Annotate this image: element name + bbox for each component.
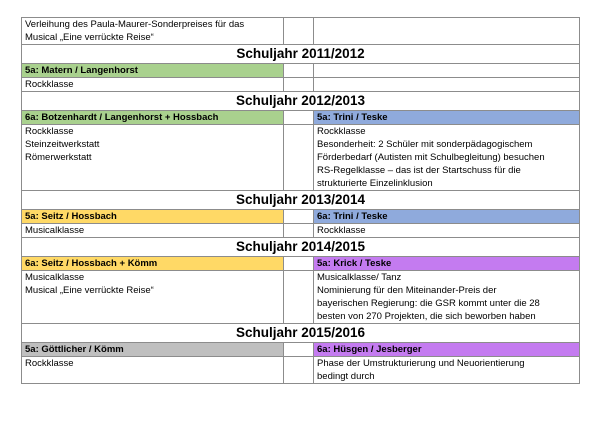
detail-line: Rockklasse bbox=[317, 126, 366, 137]
gap-cell bbox=[284, 111, 314, 125]
detail-line: Phase der Umstrukturierung und Neuorientierung bbox=[317, 358, 525, 369]
class-header-left: 5a: Göttlicher / Kömm bbox=[22, 343, 284, 357]
class-detail-left bbox=[22, 78, 284, 92]
detail-line: besten von 270 Projekten, die sich beworben haben bbox=[317, 311, 536, 322]
class-header-row bbox=[22, 210, 580, 224]
class-header-row bbox=[22, 111, 580, 125]
class-detail-row bbox=[22, 271, 580, 324]
school-history-table bbox=[21, 17, 580, 384]
class-detail-left bbox=[22, 357, 284, 384]
class-header-row bbox=[22, 257, 580, 271]
detail-line: Musical „Eine verrückte Reise“ bbox=[25, 285, 154, 296]
year-title: Schuljahr 2014/2015 bbox=[22, 238, 580, 257]
detail-line: Rockklasse bbox=[25, 358, 74, 369]
class-detail-left bbox=[22, 224, 284, 238]
class-detail-row bbox=[22, 224, 580, 238]
year-row bbox=[22, 92, 580, 111]
empty-cell bbox=[314, 18, 580, 45]
detail-line: RS-Regelklasse – das ist der Startschuss für die bbox=[317, 165, 521, 176]
year-row bbox=[22, 191, 580, 210]
detail-line: Musicalklasse bbox=[25, 225, 85, 236]
detail-line: Förderbedarf (Autisten mit Schulbegleitung) besuchen bbox=[317, 152, 545, 163]
class-detail-right bbox=[314, 125, 580, 191]
intro-cell bbox=[22, 18, 284, 45]
class-header-left: 5a: Seitz / Hossbach bbox=[22, 210, 284, 224]
gap-cell bbox=[284, 78, 314, 92]
gap-cell bbox=[284, 64, 314, 78]
year-row bbox=[22, 324, 580, 343]
class-detail-left bbox=[22, 271, 284, 324]
class-header-left: 5a: Matern / Langenhorst bbox=[22, 64, 284, 78]
detail-line: Steinzeitwerkstatt bbox=[25, 139, 100, 150]
class-header-row bbox=[22, 343, 580, 357]
detail-line: Besonderheit: 2 Schüler mit sonderpädagogischem bbox=[317, 139, 533, 150]
school-history-document bbox=[21, 17, 579, 384]
gap-cell bbox=[284, 125, 314, 191]
class-header-row bbox=[22, 64, 580, 78]
class-detail-right-empty bbox=[314, 78, 580, 92]
class-header-left: 6a: Botzenhardt / Langenhorst + Hossbach bbox=[22, 111, 284, 125]
detail-line: Rockklasse bbox=[317, 225, 366, 236]
class-header-right: 6a: Hüsgen / Jesberger bbox=[314, 343, 580, 357]
year-title: Schuljahr 2015/2016 bbox=[22, 324, 580, 343]
detail-line: Rockklasse bbox=[25, 79, 74, 90]
class-detail-right bbox=[314, 224, 580, 238]
year-title: Schuljahr 2013/2014 bbox=[22, 191, 580, 210]
class-header-right: 5a: Trini / Teske bbox=[314, 111, 580, 125]
gap-cell bbox=[284, 357, 314, 384]
gap-cell bbox=[284, 257, 314, 271]
intro-line: Verleihung des Paula-Maurer-Sonderpreises für das bbox=[25, 19, 245, 30]
gap-cell bbox=[284, 343, 314, 357]
intro-row bbox=[22, 18, 580, 45]
intro-line: Musical „Eine verrückte Reise“ bbox=[25, 32, 154, 43]
year-title: Schuljahr 2011/2012 bbox=[22, 45, 580, 64]
class-detail-row bbox=[22, 78, 580, 92]
detail-line: bedingt durch bbox=[317, 371, 375, 382]
detail-line: Musicalklasse/ Tanz bbox=[317, 272, 402, 283]
class-detail-row bbox=[22, 125, 580, 191]
gap-cell bbox=[284, 18, 314, 45]
detail-line: strukturierte Einzelinklusion bbox=[317, 178, 433, 189]
class-header-right: 5a: Krick / Teske bbox=[314, 257, 580, 271]
gap-cell bbox=[284, 224, 314, 238]
class-header-right: 6a: Trini / Teske bbox=[314, 210, 580, 224]
detail-line: Musicalklasse bbox=[25, 272, 85, 283]
class-header-left: 6a: Seitz / Hossbach + Kömm bbox=[22, 257, 284, 271]
class-detail-row bbox=[22, 357, 580, 384]
year-title: Schuljahr 2012/2013 bbox=[22, 92, 580, 111]
gap-cell bbox=[284, 271, 314, 324]
year-row bbox=[22, 45, 580, 64]
detail-line: Rockklasse bbox=[25, 126, 74, 137]
class-detail-right bbox=[314, 357, 580, 384]
class-detail-left bbox=[22, 125, 284, 191]
class-detail-right bbox=[314, 271, 580, 324]
gap-cell bbox=[284, 210, 314, 224]
detail-line: Nominierung für den Miteinander-Preis der bbox=[317, 285, 497, 296]
year-row bbox=[22, 238, 580, 257]
class-header-right-empty bbox=[314, 64, 580, 78]
detail-line: bayerischen Regierung: die GSR kommt unter die 28 bbox=[317, 298, 540, 309]
detail-line: Römerwerkstatt bbox=[25, 152, 92, 163]
